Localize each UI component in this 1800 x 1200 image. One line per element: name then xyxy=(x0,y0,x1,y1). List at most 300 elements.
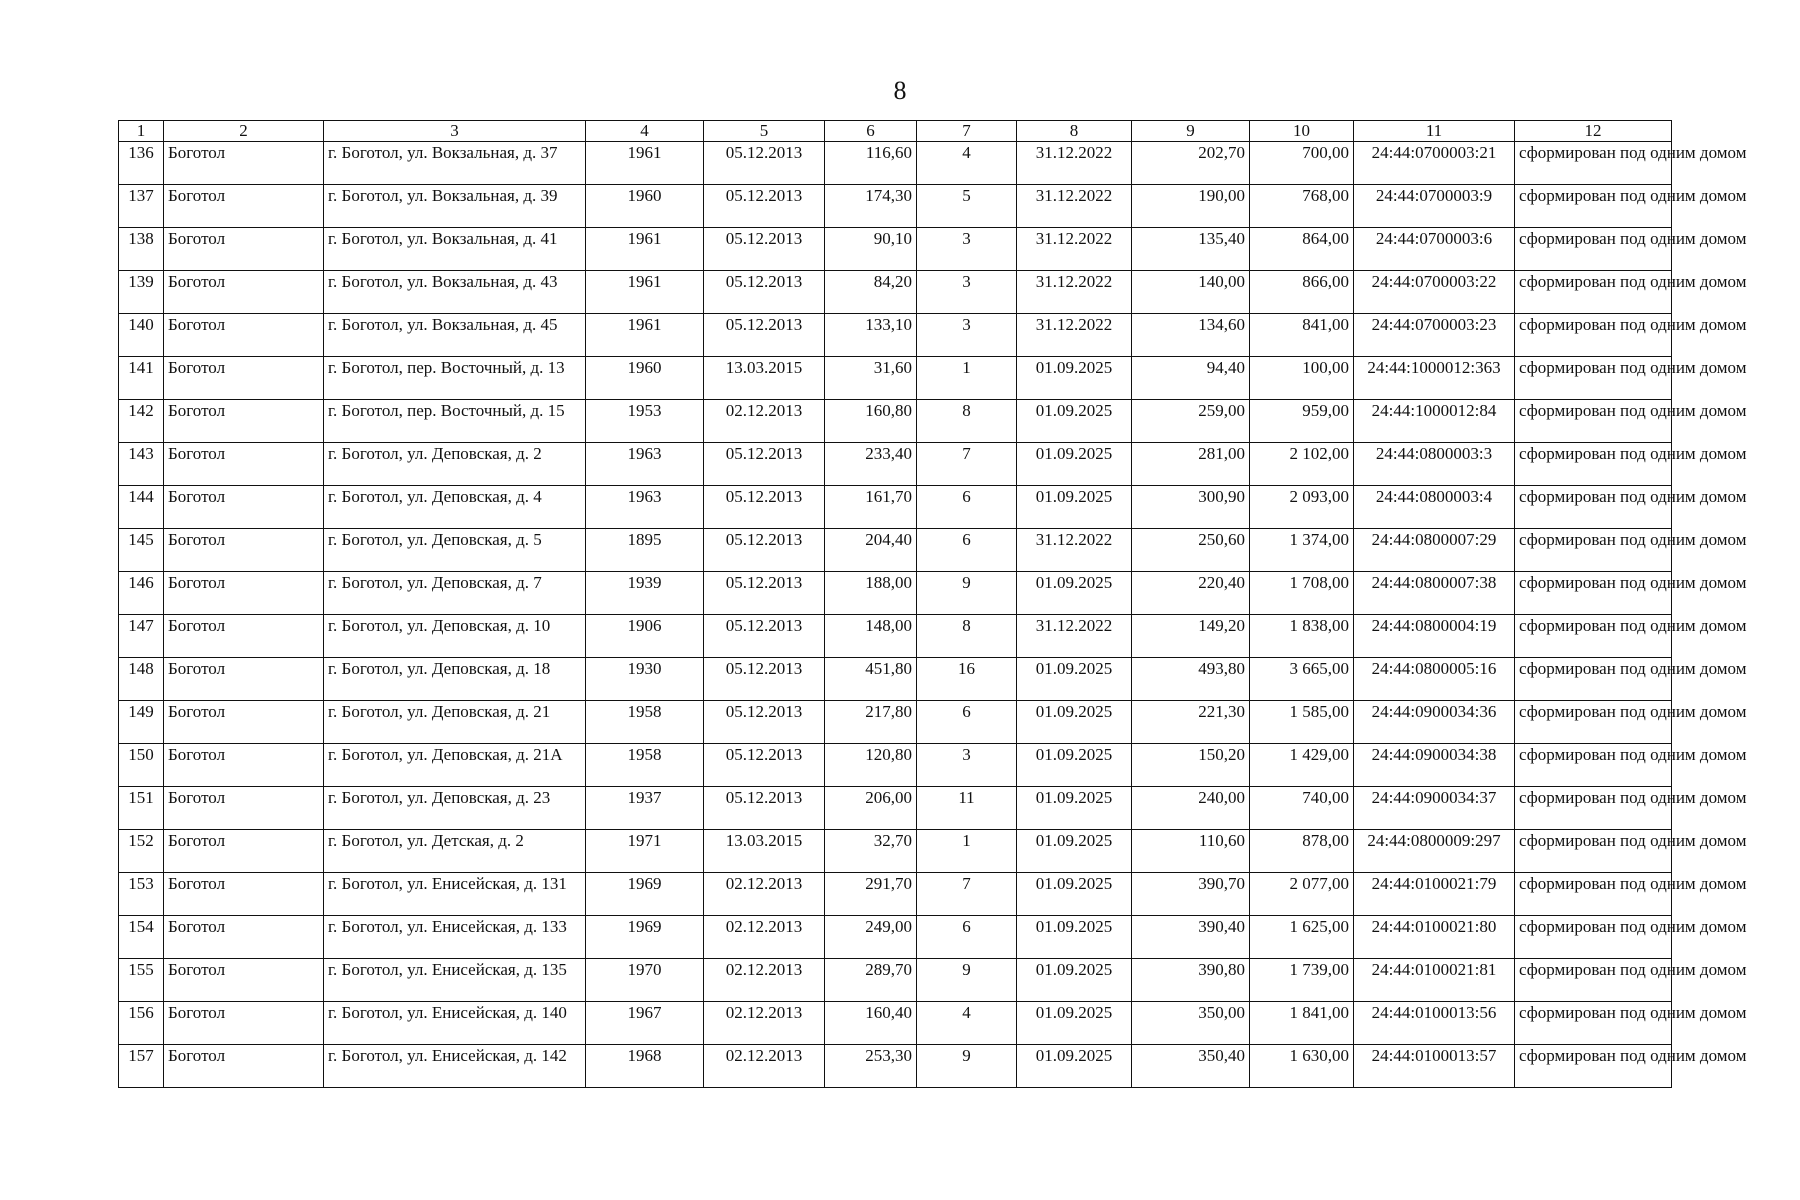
cell-inclusion-date: 02.12.2013 xyxy=(704,916,825,959)
cell-land-plot-note: сформирован под одним домом xyxy=(1515,959,1672,1002)
cell-inclusion-date: 13.03.2015 xyxy=(704,357,825,400)
table-row xyxy=(119,916,1672,959)
cell-row-number: 144 xyxy=(119,486,164,529)
cell-year-built: 1960 xyxy=(586,357,704,400)
cell-address: г. Боготол, ул. Деповская, д. 21А xyxy=(324,744,586,787)
cell-address: г. Боготол, ул. Вокзальная, д. 39 xyxy=(324,185,586,228)
cell-address: г. Боготол, ул. Детская, д. 2 xyxy=(324,830,586,873)
cell-land-area: 493,80 xyxy=(1132,658,1250,701)
cell-cadastral-number: 24:44:0700003:22 xyxy=(1354,271,1515,314)
cell-municipality: Боготол xyxy=(164,1002,324,1045)
cell-residents: 3 xyxy=(917,314,1017,357)
cell-municipality: Боготол xyxy=(164,1045,324,1088)
cell-inclusion-date: 05.12.2013 xyxy=(704,572,825,615)
cell-cadastral-number: 24:44:0700003:9 xyxy=(1354,185,1515,228)
cell-land-area: 259,00 xyxy=(1132,400,1250,443)
cell-area: 289,70 xyxy=(825,959,917,1002)
housing-registry-table xyxy=(118,120,1747,1088)
cell-residents: 16 xyxy=(917,658,1017,701)
cell-municipality: Боготол xyxy=(164,615,324,658)
cell-resettlement-deadline: 01.09.2025 xyxy=(1017,400,1132,443)
page-number: 8 xyxy=(893,76,907,105)
cell-inclusion-date: 05.12.2013 xyxy=(704,185,825,228)
cell-row-number: 146 xyxy=(119,572,164,615)
cell-address: г. Боготол, ул. Енисейская, д. 140 xyxy=(324,1002,586,1045)
cell-land-area: 135,40 xyxy=(1132,228,1250,271)
cell-municipality: Боготол xyxy=(164,443,324,486)
cell-row-number: 151 xyxy=(119,787,164,830)
cell-residents: 6 xyxy=(917,486,1017,529)
cell-cadastral-number: 24:44:0800003:3 xyxy=(1354,443,1515,486)
table-row xyxy=(119,400,1672,443)
cell-municipality: Боготол xyxy=(164,572,324,615)
cell-municipality: Боготол xyxy=(164,873,324,916)
column-header: 10 xyxy=(1250,121,1354,142)
cell-area: 84,20 xyxy=(825,271,917,314)
cell-cadastral-number: 24:44:0100021:81 xyxy=(1354,959,1515,1002)
cell-resettlement-deadline: 31.12.2022 xyxy=(1017,529,1132,572)
cell-land-plot-note: сформирован под одним домом xyxy=(1515,529,1672,572)
cell-land-plot-note: сформирован под одним домом xyxy=(1515,873,1672,916)
cell-cadastral-value: 1 708,00 xyxy=(1250,572,1354,615)
cell-municipality: Боготол xyxy=(164,314,324,357)
cell-resettlement-deadline: 01.09.2025 xyxy=(1017,744,1132,787)
cell-address: г. Боготол, ул. Енисейская, д. 135 xyxy=(324,959,586,1002)
cell-cadastral-number: 24:44:0800003:4 xyxy=(1354,486,1515,529)
column-header: 1 xyxy=(119,121,164,142)
cell-resettlement-deadline: 31.12.2022 xyxy=(1017,271,1132,314)
cell-year-built: 1968 xyxy=(586,1045,704,1088)
cell-land-plot-note: сформирован под одним домом xyxy=(1515,271,1672,314)
table-body xyxy=(119,142,1747,1088)
cell-cadastral-number: 24:44:1000012:84 xyxy=(1354,400,1515,443)
cell-area: 160,40 xyxy=(825,1002,917,1045)
table-header-row xyxy=(119,121,1672,142)
table-row xyxy=(119,959,1672,1002)
cell-municipality: Боготол xyxy=(164,658,324,701)
cell-resettlement-deadline: 01.09.2025 xyxy=(1017,830,1132,873)
cell-land-plot-note: сформирован под одним домом xyxy=(1515,658,1672,701)
cell-cadastral-value: 1 838,00 xyxy=(1250,615,1354,658)
cell-land-area: 250,60 xyxy=(1132,529,1250,572)
cell-cadastral-number: 24:44:0100013:57 xyxy=(1354,1045,1515,1088)
cell-year-built: 1961 xyxy=(586,142,704,185)
cell-resettlement-deadline: 31.12.2022 xyxy=(1017,185,1132,228)
cell-cadastral-value: 866,00 xyxy=(1250,271,1354,314)
cell-row-number: 156 xyxy=(119,1002,164,1045)
table-row xyxy=(119,572,1672,615)
cell-inclusion-date: 05.12.2013 xyxy=(704,271,825,314)
cell-area: 249,00 xyxy=(825,916,917,959)
cell-municipality: Боготол xyxy=(164,271,324,314)
cell-land-area: 149,20 xyxy=(1132,615,1250,658)
cell-municipality: Боготол xyxy=(164,185,324,228)
cell-year-built: 1961 xyxy=(586,314,704,357)
cell-address: г. Боготол, ул. Деповская, д. 7 xyxy=(324,572,586,615)
cell-cadastral-number: 24:44:0900034:38 xyxy=(1354,744,1515,787)
cell-area: 253,30 xyxy=(825,1045,917,1088)
cell-municipality: Боготол xyxy=(164,486,324,529)
cell-inclusion-date: 05.12.2013 xyxy=(704,314,825,357)
cell-row-number: 148 xyxy=(119,658,164,701)
cell-land-plot-note: сформирован под одним домом xyxy=(1515,615,1672,658)
table-row xyxy=(119,357,1672,400)
cell-cadastral-number: 24:44:0700003:23 xyxy=(1354,314,1515,357)
cell-area: 217,80 xyxy=(825,701,917,744)
cell-area: 206,00 xyxy=(825,787,917,830)
cell-land-plot-note: сформирован под одним домом xyxy=(1515,701,1672,744)
cell-municipality: Боготол xyxy=(164,830,324,873)
cell-residents: 7 xyxy=(917,443,1017,486)
table-row xyxy=(119,142,1672,185)
cell-row-number: 154 xyxy=(119,916,164,959)
cell-address: г. Боготол, ул. Вокзальная, д. 43 xyxy=(324,271,586,314)
cell-resettlement-deadline: 31.12.2022 xyxy=(1017,615,1132,658)
table-row xyxy=(119,744,1672,787)
cell-municipality: Боготол xyxy=(164,744,324,787)
cell-area: 291,70 xyxy=(825,873,917,916)
cell-cadastral-number: 24:44:0900034:37 xyxy=(1354,787,1515,830)
cell-cadastral-value: 864,00 xyxy=(1250,228,1354,271)
cell-cadastral-value: 100,00 xyxy=(1250,357,1354,400)
table-row xyxy=(119,830,1672,873)
cell-row-number: 140 xyxy=(119,314,164,357)
cell-address: г. Боготол, ул. Енисейская, д. 131 xyxy=(324,873,586,916)
cell-inclusion-date: 05.12.2013 xyxy=(704,142,825,185)
cell-year-built: 1958 xyxy=(586,701,704,744)
cell-row-number: 152 xyxy=(119,830,164,873)
cell-land-plot-note: сформирован под одним домом xyxy=(1515,787,1672,830)
cell-inclusion-date: 05.12.2013 xyxy=(704,486,825,529)
cell-row-number: 141 xyxy=(119,357,164,400)
cell-area: 174,30 xyxy=(825,185,917,228)
cell-cadastral-value: 1 585,00 xyxy=(1250,701,1354,744)
cell-cadastral-number: 24:44:0800005:16 xyxy=(1354,658,1515,701)
cell-cadastral-number: 24:44:0900034:36 xyxy=(1354,701,1515,744)
cell-resettlement-deadline: 01.09.2025 xyxy=(1017,959,1132,1002)
cell-address: г. Боготол, ул. Деповская, д. 10 xyxy=(324,615,586,658)
cell-resettlement-deadline: 01.09.2025 xyxy=(1017,443,1132,486)
cell-cadastral-number: 24:44:0800007:38 xyxy=(1354,572,1515,615)
cell-cadastral-value: 1 374,00 xyxy=(1250,529,1354,572)
cell-inclusion-date: 05.12.2013 xyxy=(704,615,825,658)
column-header: 6 xyxy=(825,121,917,142)
cell-cadastral-number: 24:44:0800009:297 xyxy=(1354,830,1515,873)
cell-residents: 3 xyxy=(917,744,1017,787)
cell-year-built: 1906 xyxy=(586,615,704,658)
cell-inclusion-date: 02.12.2013 xyxy=(704,959,825,1002)
cell-land-plot-note: сформирован под одним домом xyxy=(1515,142,1672,185)
cell-cadastral-number: 24:44:0100021:79 xyxy=(1354,873,1515,916)
table-row xyxy=(119,658,1672,701)
cell-area: 204,40 xyxy=(825,529,917,572)
cell-year-built: 1961 xyxy=(586,228,704,271)
cell-row-number: 137 xyxy=(119,185,164,228)
table-row xyxy=(119,701,1672,744)
cell-inclusion-date: 05.12.2013 xyxy=(704,529,825,572)
cell-cadastral-value: 3 665,00 xyxy=(1250,658,1354,701)
cell-year-built: 1971 xyxy=(586,830,704,873)
cell-land-area: 134,60 xyxy=(1132,314,1250,357)
cell-land-plot-note: сформирован под одним домом xyxy=(1515,228,1672,271)
cell-resettlement-deadline: 31.12.2022 xyxy=(1017,142,1132,185)
cell-inclusion-date: 05.12.2013 xyxy=(704,658,825,701)
cell-land-plot-note: сформирован под одним домом xyxy=(1515,1045,1672,1088)
cell-municipality: Боготол xyxy=(164,529,324,572)
cell-year-built: 1967 xyxy=(586,1002,704,1045)
cell-land-plot-note: сформирован под одним домом xyxy=(1515,486,1672,529)
cell-area: 133,10 xyxy=(825,314,917,357)
cell-area: 451,80 xyxy=(825,658,917,701)
cell-residents: 4 xyxy=(917,142,1017,185)
cell-cadastral-value: 1 739,00 xyxy=(1250,959,1354,1002)
cell-area: 160,80 xyxy=(825,400,917,443)
cell-year-built: 1958 xyxy=(586,744,704,787)
cell-land-area: 94,40 xyxy=(1132,357,1250,400)
cell-address: г. Боготол, ул. Деповская, д. 18 xyxy=(324,658,586,701)
table-row xyxy=(119,228,1672,271)
table-row xyxy=(119,1002,1672,1045)
cell-address: г. Боготол, ул. Енисейская, д. 142 xyxy=(324,1045,586,1088)
column-header: 8 xyxy=(1017,121,1132,142)
cell-residents: 3 xyxy=(917,271,1017,314)
cell-resettlement-deadline: 01.09.2025 xyxy=(1017,658,1132,701)
cell-inclusion-date: 05.12.2013 xyxy=(704,701,825,744)
cell-area: 233,40 xyxy=(825,443,917,486)
cell-land-plot-note: сформирован под одним домом xyxy=(1515,400,1672,443)
cell-land-area: 390,80 xyxy=(1132,959,1250,1002)
cell-cadastral-value: 959,00 xyxy=(1250,400,1354,443)
cell-municipality: Боготол xyxy=(164,357,324,400)
column-header: 7 xyxy=(917,121,1017,142)
cell-area: 116,60 xyxy=(825,142,917,185)
cell-land-plot-note: сформирован под одним домом xyxy=(1515,185,1672,228)
cell-year-built: 1930 xyxy=(586,658,704,701)
cell-cadastral-value: 1 625,00 xyxy=(1250,916,1354,959)
cell-address: г. Боготол, ул. Деповская, д. 23 xyxy=(324,787,586,830)
cell-resettlement-deadline: 01.09.2025 xyxy=(1017,572,1132,615)
cell-land-plot-note: сформирован под одним домом xyxy=(1515,744,1672,787)
cell-inclusion-date: 02.12.2013 xyxy=(704,400,825,443)
cell-cadastral-value: 2 102,00 xyxy=(1250,443,1354,486)
cell-cadastral-value: 700,00 xyxy=(1250,142,1354,185)
cell-residents: 9 xyxy=(917,959,1017,1002)
cell-row-number: 145 xyxy=(119,529,164,572)
cell-land-area: 350,40 xyxy=(1132,1045,1250,1088)
cell-residents: 5 xyxy=(917,185,1017,228)
cell-address: г. Боготол, ул. Деповская, д. 21 xyxy=(324,701,586,744)
cell-area: 32,70 xyxy=(825,830,917,873)
column-header: 12 xyxy=(1515,121,1672,142)
cell-land-plot-note: сформирован под одним домом xyxy=(1515,572,1672,615)
cell-row-number: 150 xyxy=(119,744,164,787)
cell-row-number: 136 xyxy=(119,142,164,185)
cell-address: г. Боготол, ул. Вокзальная, д. 37 xyxy=(324,142,586,185)
cell-land-plot-note: сформирован под одним домом xyxy=(1515,1002,1672,1045)
cell-municipality: Боготол xyxy=(164,701,324,744)
cell-inclusion-date: 02.12.2013 xyxy=(704,1002,825,1045)
cell-land-plot-note: сформирован под одним домом xyxy=(1515,830,1672,873)
table-row xyxy=(119,486,1672,529)
cell-residents: 1 xyxy=(917,357,1017,400)
cell-municipality: Боготол xyxy=(164,916,324,959)
cell-land-area: 110,60 xyxy=(1132,830,1250,873)
table-row xyxy=(119,787,1672,830)
cell-row-number: 139 xyxy=(119,271,164,314)
cell-address: г. Боготол, ул. Енисейская, д. 133 xyxy=(324,916,586,959)
cell-cadastral-value: 2 093,00 xyxy=(1250,486,1354,529)
column-header: 11 xyxy=(1354,121,1515,142)
cell-cadastral-value: 841,00 xyxy=(1250,314,1354,357)
cell-address: г. Боготол, ул. Деповская, д. 4 xyxy=(324,486,586,529)
table-row xyxy=(119,185,1672,228)
cell-address: г. Боготол, пер. Восточный, д. 13 xyxy=(324,357,586,400)
cell-land-plot-note: сформирован под одним домом xyxy=(1515,357,1672,400)
cell-cadastral-number: 24:44:0100021:80 xyxy=(1354,916,1515,959)
table-row xyxy=(119,529,1672,572)
cell-cadastral-value: 740,00 xyxy=(1250,787,1354,830)
cell-resettlement-deadline: 01.09.2025 xyxy=(1017,873,1132,916)
cell-cadastral-value: 1 630,00 xyxy=(1250,1045,1354,1088)
cell-row-number: 147 xyxy=(119,615,164,658)
cell-residents: 1 xyxy=(917,830,1017,873)
cell-inclusion-date: 05.12.2013 xyxy=(704,228,825,271)
cell-land-area: 240,00 xyxy=(1132,787,1250,830)
cell-inclusion-date: 05.12.2013 xyxy=(704,744,825,787)
cell-year-built: 1895 xyxy=(586,529,704,572)
cell-year-built: 1960 xyxy=(586,185,704,228)
cell-resettlement-deadline: 01.09.2025 xyxy=(1017,701,1132,744)
cell-cadastral-number: 24:44:0800007:29 xyxy=(1354,529,1515,572)
column-header: 5 xyxy=(704,121,825,142)
cell-residents: 7 xyxy=(917,873,1017,916)
cell-land-area: 190,00 xyxy=(1132,185,1250,228)
cell-year-built: 1961 xyxy=(586,271,704,314)
cell-resettlement-deadline: 01.09.2025 xyxy=(1017,1002,1132,1045)
cell-address: г. Боготол, ул. Вокзальная, д. 45 xyxy=(324,314,586,357)
table-row xyxy=(119,873,1672,916)
cell-residents: 6 xyxy=(917,701,1017,744)
cell-cadastral-number: 24:44:0700003:21 xyxy=(1354,142,1515,185)
cell-area: 161,70 xyxy=(825,486,917,529)
cell-land-plot-note: сформирован под одним домом xyxy=(1515,916,1672,959)
cell-area: 31,60 xyxy=(825,357,917,400)
cell-year-built: 1969 xyxy=(586,873,704,916)
cell-municipality: Боготол xyxy=(164,787,324,830)
cell-resettlement-deadline: 01.09.2025 xyxy=(1017,486,1132,529)
cell-land-area: 140,00 xyxy=(1132,271,1250,314)
cell-residents: 6 xyxy=(917,916,1017,959)
cell-year-built: 1953 xyxy=(586,400,704,443)
cell-cadastral-number: 24:44:0100013:56 xyxy=(1354,1002,1515,1045)
cell-area: 120,80 xyxy=(825,744,917,787)
cell-year-built: 1937 xyxy=(586,787,704,830)
cell-year-built: 1963 xyxy=(586,486,704,529)
cell-resettlement-deadline: 01.09.2025 xyxy=(1017,787,1132,830)
cell-inclusion-date: 13.03.2015 xyxy=(704,830,825,873)
cell-resettlement-deadline: 01.09.2025 xyxy=(1017,357,1132,400)
cell-row-number: 143 xyxy=(119,443,164,486)
cell-land-area: 220,40 xyxy=(1132,572,1250,615)
cell-cadastral-value: 768,00 xyxy=(1250,185,1354,228)
cell-row-number: 149 xyxy=(119,701,164,744)
column-header: 4 xyxy=(586,121,704,142)
cell-resettlement-deadline: 01.09.2025 xyxy=(1017,1045,1132,1088)
cell-municipality: Боготол xyxy=(164,959,324,1002)
column-header: 9 xyxy=(1132,121,1250,142)
cell-municipality: Боготол xyxy=(164,228,324,271)
cell-cadastral-number: 24:44:1000012:363 xyxy=(1354,357,1515,400)
cell-land-area: 350,00 xyxy=(1132,1002,1250,1045)
cell-address: г. Боготол, ул. Вокзальная, д. 41 xyxy=(324,228,586,271)
cell-cadastral-value: 1 429,00 xyxy=(1250,744,1354,787)
cell-residents: 8 xyxy=(917,400,1017,443)
cell-inclusion-date: 05.12.2013 xyxy=(704,443,825,486)
column-header: 3 xyxy=(324,121,586,142)
cell-area: 148,00 xyxy=(825,615,917,658)
cell-land-area: 390,70 xyxy=(1132,873,1250,916)
cell-residents: 8 xyxy=(917,615,1017,658)
table-row xyxy=(119,615,1672,658)
cell-resettlement-deadline: 31.12.2022 xyxy=(1017,314,1132,357)
cell-residents: 11 xyxy=(917,787,1017,830)
cell-area: 188,00 xyxy=(825,572,917,615)
cell-year-built: 1963 xyxy=(586,443,704,486)
cell-land-area: 300,90 xyxy=(1132,486,1250,529)
cell-residents: 9 xyxy=(917,1045,1017,1088)
cell-land-plot-note: сформирован под одним домом xyxy=(1515,443,1672,486)
cell-municipality: Боготол xyxy=(164,400,324,443)
cell-residents: 3 xyxy=(917,228,1017,271)
cell-residents: 4 xyxy=(917,1002,1017,1045)
cell-year-built: 1970 xyxy=(586,959,704,1002)
table-row xyxy=(119,443,1672,486)
table-row xyxy=(119,271,1672,314)
cell-address: г. Боготол, ул. Деповская, д. 5 xyxy=(324,529,586,572)
cell-land-area: 150,20 xyxy=(1132,744,1250,787)
cell-cadastral-number: 24:44:0700003:6 xyxy=(1354,228,1515,271)
cell-residents: 9 xyxy=(917,572,1017,615)
cell-cadastral-value: 2 077,00 xyxy=(1250,873,1354,916)
cell-area: 90,10 xyxy=(825,228,917,271)
cell-inclusion-date: 05.12.2013 xyxy=(704,787,825,830)
cell-address: г. Боготол, ул. Деповская, д. 2 xyxy=(324,443,586,486)
cell-year-built: 1939 xyxy=(586,572,704,615)
cell-cadastral-value: 1 841,00 xyxy=(1250,1002,1354,1045)
cell-land-area: 202,70 xyxy=(1132,142,1250,185)
cell-land-area: 221,30 xyxy=(1132,701,1250,744)
cell-residents: 6 xyxy=(917,529,1017,572)
cell-land-area: 390,40 xyxy=(1132,916,1250,959)
table-row xyxy=(119,314,1672,357)
cell-row-number: 142 xyxy=(119,400,164,443)
cell-row-number: 155 xyxy=(119,959,164,1002)
cell-row-number: 153 xyxy=(119,873,164,916)
cell-inclusion-date: 02.12.2013 xyxy=(704,1045,825,1088)
cell-row-number: 138 xyxy=(119,228,164,271)
cell-land-area: 281,00 xyxy=(1132,443,1250,486)
cell-resettlement-deadline: 31.12.2022 xyxy=(1017,228,1132,271)
cell-resettlement-deadline: 01.09.2025 xyxy=(1017,916,1132,959)
cell-cadastral-number: 24:44:0800004:19 xyxy=(1354,615,1515,658)
cell-row-number: 157 xyxy=(119,1045,164,1088)
cell-address: г. Боготол, пер. Восточный, д. 15 xyxy=(324,400,586,443)
cell-cadastral-value: 878,00 xyxy=(1250,830,1354,873)
column-header: 2 xyxy=(164,121,324,142)
cell-land-plot-note: сформирован под одним домом xyxy=(1515,314,1672,357)
cell-inclusion-date: 02.12.2013 xyxy=(704,873,825,916)
cell-municipality: Боготол xyxy=(164,142,324,185)
